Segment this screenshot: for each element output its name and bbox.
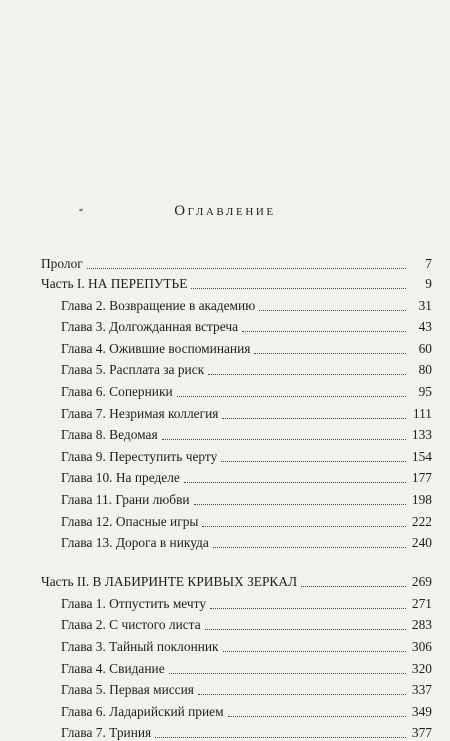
toc-entry-title: Глава 9. Переступить черту xyxy=(61,448,218,464)
dot-leader xyxy=(155,736,406,738)
toc-entry xyxy=(41,314,432,336)
dot-leader xyxy=(301,585,406,587)
toc-entry xyxy=(41,612,432,634)
dot-leader xyxy=(222,417,406,419)
dot-leader xyxy=(221,460,406,462)
toc-part-1 xyxy=(41,252,432,551)
toc-entry-page: 271 xyxy=(411,595,432,611)
toc-entry-page: 9 xyxy=(425,276,432,291)
toc-entry-page: 222 xyxy=(411,513,432,529)
toc-entry-title: Глава 2. Возвращение в академию xyxy=(61,297,256,313)
toc-entry-title: Глава 13. Дорога в никуда xyxy=(61,535,209,551)
toc-entry-title: Глава 2. С чистого листа xyxy=(61,617,201,633)
toc-entry xyxy=(41,486,432,508)
toc-entry-title: Глава 11. Грани любви xyxy=(61,491,190,507)
toc-entry-page: 7 xyxy=(425,256,432,271)
toc-entry-page: 111 xyxy=(412,405,432,421)
dot-leader xyxy=(208,373,406,375)
toc-entry xyxy=(41,508,432,530)
toc-entry-page: 43 xyxy=(418,319,432,335)
toc-entry xyxy=(41,590,432,612)
dot-leader xyxy=(259,309,406,311)
toc-entry xyxy=(41,677,432,699)
toc-entry xyxy=(41,720,432,741)
dot-leader xyxy=(254,352,406,354)
toc-entry-page: 306 xyxy=(411,638,432,654)
dot-leader xyxy=(198,693,406,695)
toc-entry xyxy=(41,272,432,292)
toc-entry xyxy=(41,633,432,655)
toc-entry-title: Глава 6. Соперники xyxy=(61,383,173,399)
toc-entry-title: Часть I. НА ПЕРЕПУТЬЕ xyxy=(41,276,188,291)
toc-entry-page: 60 xyxy=(418,340,432,356)
dot-leader xyxy=(194,503,406,505)
toc-entry-page: 283 xyxy=(411,617,432,633)
toc-entry xyxy=(41,357,432,379)
dot-leader xyxy=(87,267,406,269)
toc-entry-title: Глава 5. Первая миссия xyxy=(61,682,194,698)
table-of-contents xyxy=(41,252,432,741)
toc-entry-title: Глава 5. Расплата за риск xyxy=(61,362,205,378)
dot-leader xyxy=(228,715,406,717)
toc-entry-page: 133 xyxy=(411,427,432,443)
toc-gap xyxy=(41,551,432,570)
dot-leader xyxy=(223,650,406,652)
dot-leader xyxy=(162,438,406,440)
toc-entry-page: 177 xyxy=(411,470,432,486)
toc-part-2 xyxy=(41,570,432,741)
toc-entry xyxy=(41,530,432,552)
toc-entry-title: Глава 8. Ведомая xyxy=(61,427,158,443)
dot-leader xyxy=(184,481,406,483)
toc-entry xyxy=(41,655,432,677)
toc-entry-page: 320 xyxy=(411,660,432,676)
toc-entry xyxy=(41,443,432,465)
toc-entry-title: Глава 1. Отпустить мечту xyxy=(61,595,207,611)
toc-entry-title: Глава 6. Ладарийский прием xyxy=(61,703,224,719)
toc-title: Оглавление xyxy=(174,203,276,219)
toc-entry-page: 349 xyxy=(411,703,432,719)
toc-entry xyxy=(41,570,432,590)
toc-entry xyxy=(41,378,432,400)
toc-entry-title: Глава 3. Тайный поклонник xyxy=(61,638,219,654)
dot-leader xyxy=(177,395,406,397)
toc-entry-title: Глава 7. Незримая коллегия xyxy=(61,405,219,421)
toc-entry xyxy=(41,422,432,444)
toc-entry-title: Глава 10. На пределе xyxy=(61,470,180,486)
dot-leader xyxy=(191,287,406,289)
toc-entry-title: Глава 12. Опасные игры xyxy=(61,513,199,529)
toc-entry-page: 377 xyxy=(411,725,432,741)
toc-entry xyxy=(41,252,432,272)
dot-leader xyxy=(210,607,406,609)
toc-entry-page: 337 xyxy=(411,682,432,698)
toc-entry-page: 198 xyxy=(411,491,432,507)
toc-entry-page: 31 xyxy=(418,297,432,313)
toc-entry-page: 269 xyxy=(411,574,432,590)
toc-entry-page: 95 xyxy=(418,383,432,399)
toc-entry xyxy=(41,292,432,314)
toc-entry-title: Пролог xyxy=(41,256,83,271)
toc-entry-title: Глава 4. Свидание xyxy=(61,660,165,676)
toc-entry-page: 80 xyxy=(418,362,432,378)
toc-entry xyxy=(41,465,432,487)
toc-entry-title: Глава 3. Долгожданная встреча xyxy=(61,319,239,335)
toc-entry-title: Часть II. В ЛАБИРИНТЕ КРИВЫХ ЗЕРКАЛ xyxy=(41,574,298,590)
toc-entry xyxy=(41,335,432,357)
toc-entry xyxy=(41,698,432,720)
dot-leader xyxy=(205,628,406,630)
toc-entry xyxy=(41,400,432,422)
toc-entry-page: 154 xyxy=(411,448,432,464)
dot-leader xyxy=(242,330,406,332)
toc-entry-title: Глава 4. Ожившие воспоминания xyxy=(61,340,251,356)
dot-leader xyxy=(202,525,406,527)
toc-entry-title: Глава 7. Триния xyxy=(61,725,152,741)
dot-leader xyxy=(169,672,406,674)
dot-leader xyxy=(213,546,406,548)
toc-entry-page: 240 xyxy=(411,535,432,551)
